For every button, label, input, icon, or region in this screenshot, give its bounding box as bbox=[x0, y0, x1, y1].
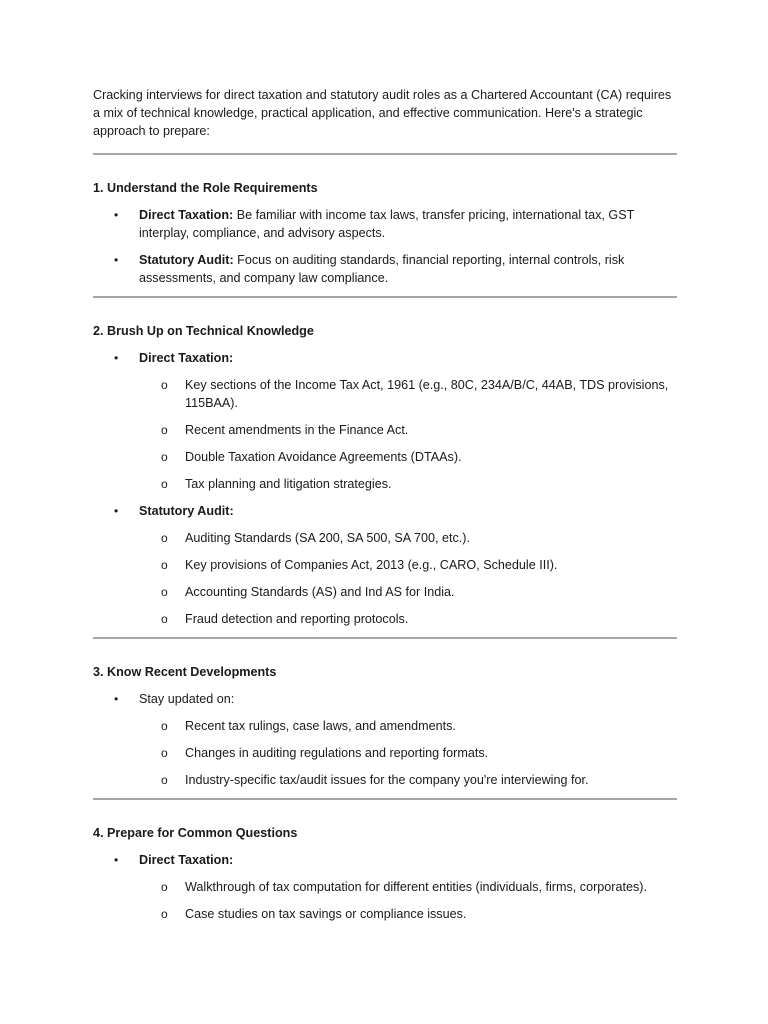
bullet-icon: • bbox=[114, 504, 119, 518]
item-label: Direct Taxation: bbox=[139, 351, 234, 365]
section-heading: 2. Brush Up on Technical Knowledge bbox=[93, 324, 314, 338]
sub-item-text: Recent amendments in the Finance Act. bbox=[185, 423, 409, 437]
section-divider bbox=[93, 798, 677, 800]
list-item bbox=[93, 206, 677, 242]
sub-bullet-icon: o bbox=[161, 907, 168, 921]
item-label: Direct Taxation: bbox=[139, 208, 234, 222]
list-item bbox=[93, 251, 677, 287]
sub-list bbox=[93, 717, 677, 789]
item-text: Stay updated on: bbox=[139, 692, 235, 706]
document-body bbox=[93, 86, 677, 932]
bullet-icon: • bbox=[114, 253, 119, 267]
sub-bullet-icon: o bbox=[161, 378, 168, 392]
sub-list bbox=[93, 529, 677, 628]
sub-list-item bbox=[93, 905, 677, 923]
sub-item-text: Key sections of the Income Tax Act, 1961 (e.g., 80C, 234A/B/C, 44AB, TDS provisions, 115BAA). bbox=[185, 378, 669, 410]
sub-list-item bbox=[93, 529, 677, 547]
sub-list-item bbox=[93, 717, 677, 735]
sub-list-item bbox=[93, 583, 677, 601]
bullet-list bbox=[93, 690, 677, 789]
section-heading: 4. Prepare for Common Questions bbox=[93, 826, 298, 840]
item-label: Statutory Audit: bbox=[139, 253, 234, 267]
sub-item-text: Changes in auditing regulations and reporting formats. bbox=[185, 746, 489, 760]
sub-bullet-icon: o bbox=[161, 423, 168, 437]
bullet-list bbox=[93, 206, 677, 287]
sub-list-item bbox=[93, 610, 677, 628]
sub-bullet-icon: o bbox=[161, 773, 168, 787]
list-item bbox=[93, 851, 677, 923]
intro-paragraph: Cracking interviews for direct taxation and statutory audit roles as a Chartered Accountant (CA) requires a mix of technical knowledge, practical application, and effective communication. Here's a strategic approach to prepare: bbox=[93, 88, 672, 138]
bullet-list bbox=[93, 851, 677, 923]
section-divider bbox=[93, 153, 677, 155]
sub-list-item bbox=[93, 744, 677, 762]
sub-bullet-icon: o bbox=[161, 585, 168, 599]
bullet-icon: • bbox=[114, 692, 119, 706]
sub-bullet-icon: o bbox=[161, 477, 168, 491]
sub-item-text: Key provisions of Companies Act, 2013 (e.g., CARO, Schedule III). bbox=[185, 558, 558, 572]
sub-list-item bbox=[93, 771, 677, 789]
sub-bullet-icon: o bbox=[161, 880, 168, 894]
bullet-icon: • bbox=[114, 208, 119, 222]
sub-list-item bbox=[93, 878, 677, 896]
section-heading: 3. Know Recent Developments bbox=[93, 665, 277, 679]
sub-list-item bbox=[93, 421, 677, 439]
item-text: Be familiar with income tax laws, transfer pricing, international tax, GST interplay, compliance, and advisory aspects. bbox=[139, 208, 635, 240]
sub-item-text: Auditing Standards (SA 200, SA 500, SA 700, etc.). bbox=[185, 531, 470, 545]
list-item bbox=[93, 502, 677, 628]
sub-bullet-icon: o bbox=[161, 612, 168, 626]
sub-bullet-icon: o bbox=[161, 746, 168, 760]
sub-bullet-icon: o bbox=[161, 558, 168, 572]
sub-item-text: Accounting Standards (AS) and Ind AS for India. bbox=[185, 585, 455, 599]
sub-item-text: Recent tax rulings, case laws, and amendments. bbox=[185, 719, 456, 733]
bullet-list bbox=[93, 349, 677, 628]
sub-list bbox=[93, 376, 677, 493]
item-label: Statutory Audit: bbox=[139, 504, 234, 518]
section-divider bbox=[93, 637, 677, 639]
bullet-icon: • bbox=[114, 853, 119, 867]
sub-bullet-icon: o bbox=[161, 450, 168, 464]
bullet-icon: • bbox=[114, 351, 119, 365]
section-heading: 1. Understand the Role Requirements bbox=[93, 181, 318, 195]
sub-list-item bbox=[93, 376, 677, 412]
list-item bbox=[93, 690, 677, 789]
sub-list-item bbox=[93, 475, 677, 493]
sub-bullet-icon: o bbox=[161, 719, 168, 733]
sub-item-text: Tax planning and litigation strategies. bbox=[185, 477, 392, 491]
item-text: Focus on auditing standards, financial reporting, internal controls, risk assessments, and company law compliance. bbox=[139, 253, 625, 285]
section-divider bbox=[93, 296, 677, 298]
sub-item-text: Double Taxation Avoidance Agreements (DTAAs). bbox=[185, 450, 462, 464]
sub-bullet-icon: o bbox=[161, 531, 168, 545]
sub-list-item bbox=[93, 556, 677, 574]
sub-list-item bbox=[93, 448, 677, 466]
sub-item-text: Walkthrough of tax computation for different entities (individuals, firms, corporates). bbox=[185, 880, 647, 894]
list-item bbox=[93, 349, 677, 493]
sub-item-text: Case studies on tax savings or compliance issues. bbox=[185, 907, 467, 921]
sub-item-text: Fraud detection and reporting protocols. bbox=[185, 612, 409, 626]
sub-list bbox=[93, 878, 677, 923]
item-label: Direct Taxation: bbox=[139, 853, 234, 867]
sub-item-text: Industry-specific tax/audit issues for the company you're interviewing for. bbox=[185, 773, 589, 787]
